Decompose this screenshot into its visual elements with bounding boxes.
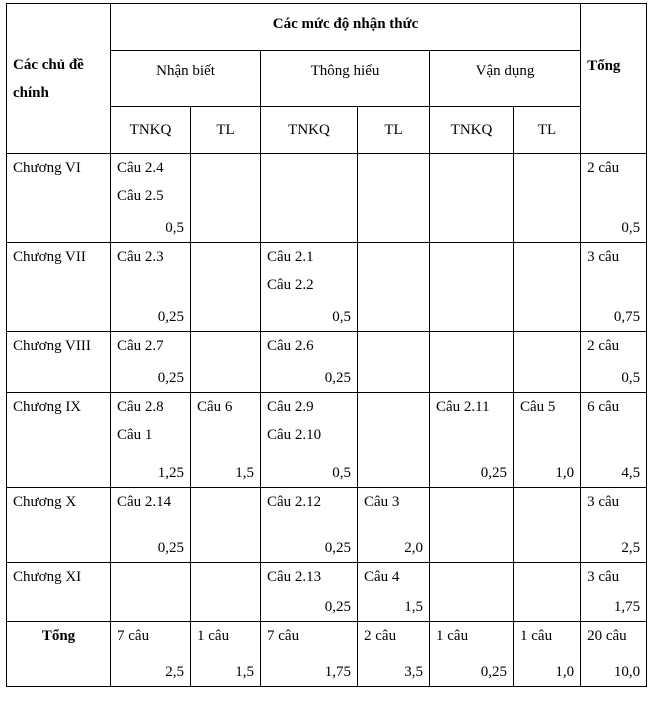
- score-value: 2,5: [621, 540, 641, 556]
- matrix-cell: [358, 393, 430, 488]
- score-value: 1,5: [235, 664, 254, 680]
- table-row: [7, 563, 647, 622]
- question-label: Câu 2.8: [117, 399, 164, 415]
- total-cell: [514, 622, 581, 687]
- matrix-cell: [261, 332, 358, 393]
- sub-header-tl: TL: [514, 107, 581, 154]
- question-label: Câu 2.1: [267, 249, 314, 265]
- table-body: [7, 154, 647, 687]
- question-label: 7 câu: [117, 628, 150, 644]
- question-label: 1 câu: [520, 628, 553, 644]
- question-label: 2 câu: [587, 160, 620, 176]
- question-label: 2 câu: [364, 628, 397, 644]
- score-value: 0,25: [324, 540, 351, 556]
- question-label: 6 câu: [587, 399, 620, 415]
- score-value: 1,75: [613, 599, 641, 615]
- matrix-cell: [430, 154, 514, 243]
- table-row: [7, 393, 647, 488]
- score-value: 0,25: [480, 465, 507, 481]
- sub-header-tl: TL: [358, 107, 430, 154]
- question-label: 3 câu: [587, 494, 620, 510]
- score-value: 1,25: [157, 465, 184, 481]
- table-row: [7, 243, 647, 332]
- question-label: Câu 6: [197, 399, 233, 415]
- matrix-cell: [358, 154, 430, 243]
- matrix-cell: [514, 243, 581, 332]
- sub-header-tnkq: TNKQ: [111, 107, 191, 154]
- score-value: 2,5: [165, 664, 184, 680]
- matrix-cell: [111, 154, 191, 243]
- matrix-cell: [514, 154, 581, 243]
- question-label: Câu 4: [364, 569, 400, 585]
- row-total-cell: [581, 488, 647, 563]
- matrix-cell: [191, 563, 261, 622]
- totals-label: Tổng: [7, 622, 111, 687]
- question-label: Câu 2.7: [117, 338, 164, 354]
- question-label: Câu 2.10: [267, 427, 322, 443]
- matrix-cell: [261, 393, 358, 488]
- matrix-cell: [111, 243, 191, 332]
- score-value: 1,0: [555, 465, 575, 481]
- score-value: 0,25: [324, 599, 351, 615]
- question-label: Câu 2.5: [117, 188, 164, 204]
- score-value: 1,0: [555, 664, 575, 680]
- question-label: 3 câu: [587, 249, 620, 265]
- table-row: [7, 488, 647, 563]
- main-topic-label: Các chủ đề chính: [13, 56, 84, 101]
- question-label: 1 câu: [197, 628, 230, 644]
- question-label: Câu 3: [364, 494, 400, 510]
- question-label: 2 câu: [587, 338, 620, 354]
- question-label: Câu 2.9: [267, 399, 314, 415]
- total-cell: [261, 622, 358, 687]
- question-label: Câu 5: [520, 399, 556, 415]
- matrix-cell: [358, 332, 430, 393]
- score-value: 4,5: [621, 465, 641, 481]
- score-value: 1,75: [324, 664, 351, 680]
- question-label: Câu 2.2: [267, 277, 314, 293]
- matrix-cell: [111, 488, 191, 563]
- matrix-cell: [261, 243, 358, 332]
- chapter-name: Chương IX: [7, 393, 111, 488]
- question-label: Câu 2.3: [117, 249, 164, 265]
- table-row: [7, 332, 647, 393]
- grand-total-cell: [581, 622, 647, 687]
- score-value: 0,25: [157, 370, 184, 386]
- matrix-table: [6, 3, 647, 687]
- score-value: 1,5: [404, 599, 423, 615]
- level-application: Vận dụng: [430, 51, 581, 107]
- score-value: 0,5: [621, 370, 641, 386]
- total-cell: [358, 622, 430, 687]
- question-label: Câu 1: [117, 427, 153, 443]
- total-cell: [111, 622, 191, 687]
- matrix-cell: [358, 243, 430, 332]
- question-label: 1 câu: [436, 628, 469, 644]
- matrix-cell: [111, 563, 191, 622]
- matrix-cell: [430, 243, 514, 332]
- matrix-cell: [514, 563, 581, 622]
- score-value: 0,25: [480, 664, 507, 680]
- matrix-cell: [191, 488, 261, 563]
- question-label: Câu 2.14: [117, 494, 172, 510]
- matrix-cell: [191, 243, 261, 332]
- matrix-cell: [111, 393, 191, 488]
- score-value: 0,5: [332, 465, 351, 481]
- matrix-cell: [261, 154, 358, 243]
- matrix-cell: [430, 563, 514, 622]
- row-total-cell: [581, 393, 647, 488]
- matrix-cell: [430, 488, 514, 563]
- row-total-cell: [581, 154, 647, 243]
- matrix-cell: [111, 332, 191, 393]
- matrix-cell: [191, 332, 261, 393]
- row-total-cell: [581, 332, 647, 393]
- score-value: 10,0: [613, 664, 641, 680]
- question-label: Câu 2.4: [117, 160, 164, 176]
- score-value: 2,0: [404, 540, 423, 556]
- matrix-cell: [430, 332, 514, 393]
- levels-title: Các mức độ nhận thức: [111, 4, 581, 51]
- table-row: [7, 154, 647, 243]
- level-comprehension: Thông hiểu: [261, 51, 430, 107]
- level-recognition: Nhận biết: [111, 51, 261, 107]
- total-header: Tổng: [581, 4, 647, 154]
- question-label: 3 câu: [587, 569, 620, 585]
- total-cell: [430, 622, 514, 687]
- score-value: 3,5: [404, 664, 423, 680]
- score-value: 0,25: [324, 370, 351, 386]
- matrix-cell: [191, 393, 261, 488]
- sub-header-tnkq: TNKQ: [261, 107, 358, 154]
- matrix-cell: [514, 488, 581, 563]
- row-total-cell: [581, 243, 647, 332]
- sub-header-tnkq: TNKQ: [430, 107, 514, 154]
- question-label: Câu 2.12: [267, 494, 322, 510]
- total-cell: [191, 622, 261, 687]
- sub-header-tl: TL: [191, 107, 261, 154]
- question-label: 7 câu: [267, 628, 300, 644]
- chapter-name: Chương XI: [7, 563, 111, 622]
- question-label: Câu 2.6: [267, 338, 314, 354]
- matrix-cell: [261, 563, 358, 622]
- matrix-cell: [514, 332, 581, 393]
- chapter-name: Chương VI: [7, 154, 111, 243]
- score-value: 0,25: [157, 540, 184, 556]
- score-value: 0,75: [613, 309, 641, 325]
- matrix-cell: [191, 154, 261, 243]
- chapter-name: Chương VII: [7, 243, 111, 332]
- question-label: 20 câu: [587, 628, 627, 644]
- matrix-cell: [514, 393, 581, 488]
- question-label: Câu 2.13: [267, 569, 322, 585]
- chapter-name: Chương X: [7, 488, 111, 563]
- score-value: 0,25: [157, 309, 184, 325]
- matrix-cell: [358, 563, 430, 622]
- score-value: 0,5: [332, 309, 351, 325]
- main-topic-header: [7, 4, 111, 154]
- score-value: 0,5: [165, 220, 184, 236]
- row-total-cell: [581, 563, 647, 622]
- score-value: 1,5: [235, 465, 254, 481]
- chapter-name: Chương VIII: [7, 332, 111, 393]
- matrix-cell: [261, 488, 358, 563]
- matrix-cell: [430, 393, 514, 488]
- question-label: Câu 2.11: [436, 399, 490, 415]
- totals-row: [7, 622, 647, 687]
- score-value: 0,5: [621, 220, 641, 236]
- matrix-cell: [358, 488, 430, 563]
